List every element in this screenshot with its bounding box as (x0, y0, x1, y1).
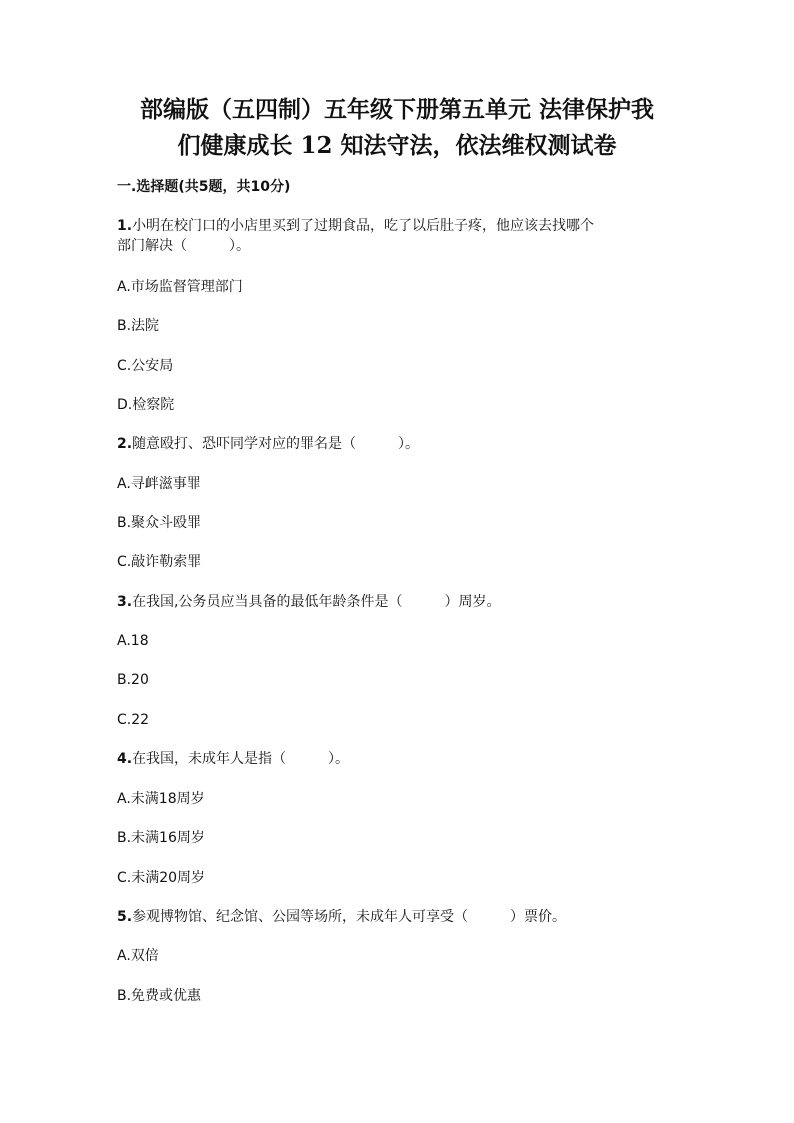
question-text: 在我国，未成年人是指（ ）。 (132, 751, 350, 767)
question-number: 4. (117, 751, 133, 767)
question-3 (117, 592, 501, 612)
question-text: 小明在校门口的小店里买到了过期食品，吃了以后肚子疼，他应该去找哪个 (132, 218, 595, 234)
option-1c: C.公安局 (117, 358, 174, 374)
option-3a: A.18 (117, 633, 149, 649)
question-text: 随意殴打、恐吓同学对应的罪名是（ ）。 (132, 436, 420, 452)
question-text: 在我国,公务员应当具备的最低年龄条件是（ ）周岁。 (132, 594, 501, 610)
question-number: 2. (117, 436, 133, 452)
question-number: 1. (117, 218, 133, 234)
option-3c: C.22 (117, 712, 150, 728)
section-heading: 一.选择题(共5题，共10分) (117, 179, 291, 195)
title-line-2: 们健康成长 12 知法守法，依法维权测试卷 (177, 132, 617, 159)
option-2c: C.敲诈勒索罪 (117, 554, 202, 570)
question-4 (117, 749, 349, 769)
option-3b: B.20 (117, 672, 149, 688)
option-4c: C.未满20周岁 (117, 870, 206, 886)
question-5 (117, 907, 566, 927)
option-1b: B.法院 (117, 318, 160, 334)
option-1d: D.检察院 (117, 397, 175, 413)
page-title (95, 92, 699, 164)
title-line-1: 部编版（五四制）五年级下册第五单元 法律保护我 (139, 96, 654, 123)
option-5a: A.双倍 (117, 948, 159, 964)
option-1a: A.市场监督管理部门 (117, 279, 243, 295)
question-2 (117, 434, 419, 454)
option-5b: B.免费或优惠 (117, 988, 202, 1004)
question-text: 参观博物馆、纪念馆、公园等场所，未成年人可享受（ ）票价。 (132, 909, 567, 925)
option-4b: B.未满16周岁 (117, 830, 205, 846)
question-1-line-2: 部门解决（ ）。 (117, 238, 250, 254)
option-2b: B.聚众斗殴罪 (117, 515, 202, 531)
option-2a: A.寻衅滋事罪 (117, 476, 201, 492)
question-number: 5. (117, 909, 133, 925)
question-1 (117, 216, 594, 236)
question-number: 3. (117, 594, 133, 610)
option-4a: A.未满18周岁 (117, 791, 205, 807)
